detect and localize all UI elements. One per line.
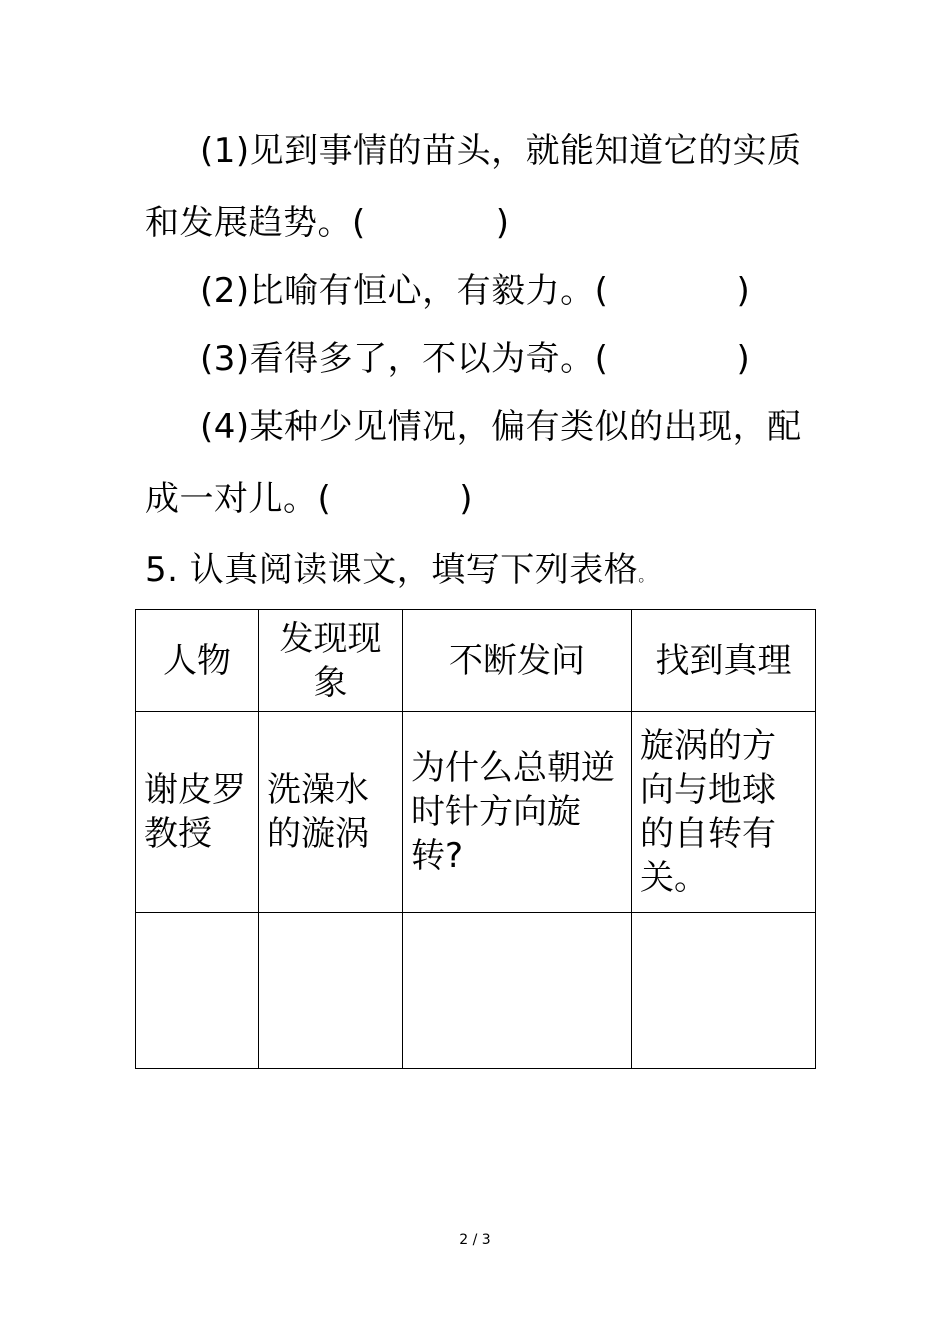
q2-answer-close: ) bbox=[736, 271, 751, 311]
table-header-cell: 人物 bbox=[136, 610, 259, 712]
q5-trailing-dot: 。 bbox=[638, 566, 655, 585]
exercise-q1-line2 bbox=[145, 203, 510, 243]
exercise-q4-line1 bbox=[200, 407, 802, 447]
table-cell: 旋涡的方向与地球的自转有关。 bbox=[632, 712, 816, 912]
q1-text-line1: (1)见到事情的苗头，就能知道它的实质 bbox=[200, 131, 802, 171]
exercise-q4-line2 bbox=[145, 479, 473, 519]
table-cell: 为什么总朝逆时针方向旋转? bbox=[403, 712, 632, 912]
table-cell: 谢皮罗教授 bbox=[136, 712, 259, 912]
table-header-cell: 找到真理 bbox=[632, 610, 816, 712]
exercise-q2-line bbox=[200, 271, 750, 311]
table-cell-blank[interactable] bbox=[403, 912, 632, 1068]
q4-text-line2: 成一对儿。( bbox=[145, 479, 332, 519]
q1-answer-close: ) bbox=[495, 203, 510, 243]
q5-text: 5. 认真阅读课文，填写下列表格 bbox=[145, 550, 639, 590]
table-cell: 洗澡水的漩涡 bbox=[259, 712, 403, 912]
page-number: 2 / 3 bbox=[459, 1232, 491, 1248]
q4-text-line1: (4)某种少见情况，偏有类似的出现，配 bbox=[200, 407, 802, 447]
table-row bbox=[136, 712, 816, 912]
table-cell-blank[interactable] bbox=[259, 912, 403, 1068]
q3-answer-close: ) bbox=[736, 339, 751, 379]
exercise-q1-line1 bbox=[200, 131, 802, 171]
discovery-table bbox=[135, 609, 815, 1069]
table-header-cell: 不断发问 bbox=[403, 610, 632, 712]
q2-text: (2)比喻有恒心，有毅力。( bbox=[200, 271, 609, 311]
exercise-q3-line bbox=[200, 339, 750, 379]
q3-text: (3)看得多了，不以为奇。( bbox=[200, 339, 609, 379]
exercise-q5-line bbox=[145, 550, 655, 596]
table-cell-blank[interactable] bbox=[632, 912, 816, 1068]
q1-text-line2: 和发展趋势。( bbox=[145, 203, 366, 243]
table-row-blank bbox=[136, 912, 816, 1068]
table-cell-blank[interactable] bbox=[136, 912, 259, 1068]
table-header-row bbox=[136, 610, 816, 712]
discovery-table-grid bbox=[135, 609, 816, 1069]
table-header-cell: 发现现象 bbox=[259, 610, 403, 712]
q4-answer-close: ) bbox=[459, 479, 474, 519]
